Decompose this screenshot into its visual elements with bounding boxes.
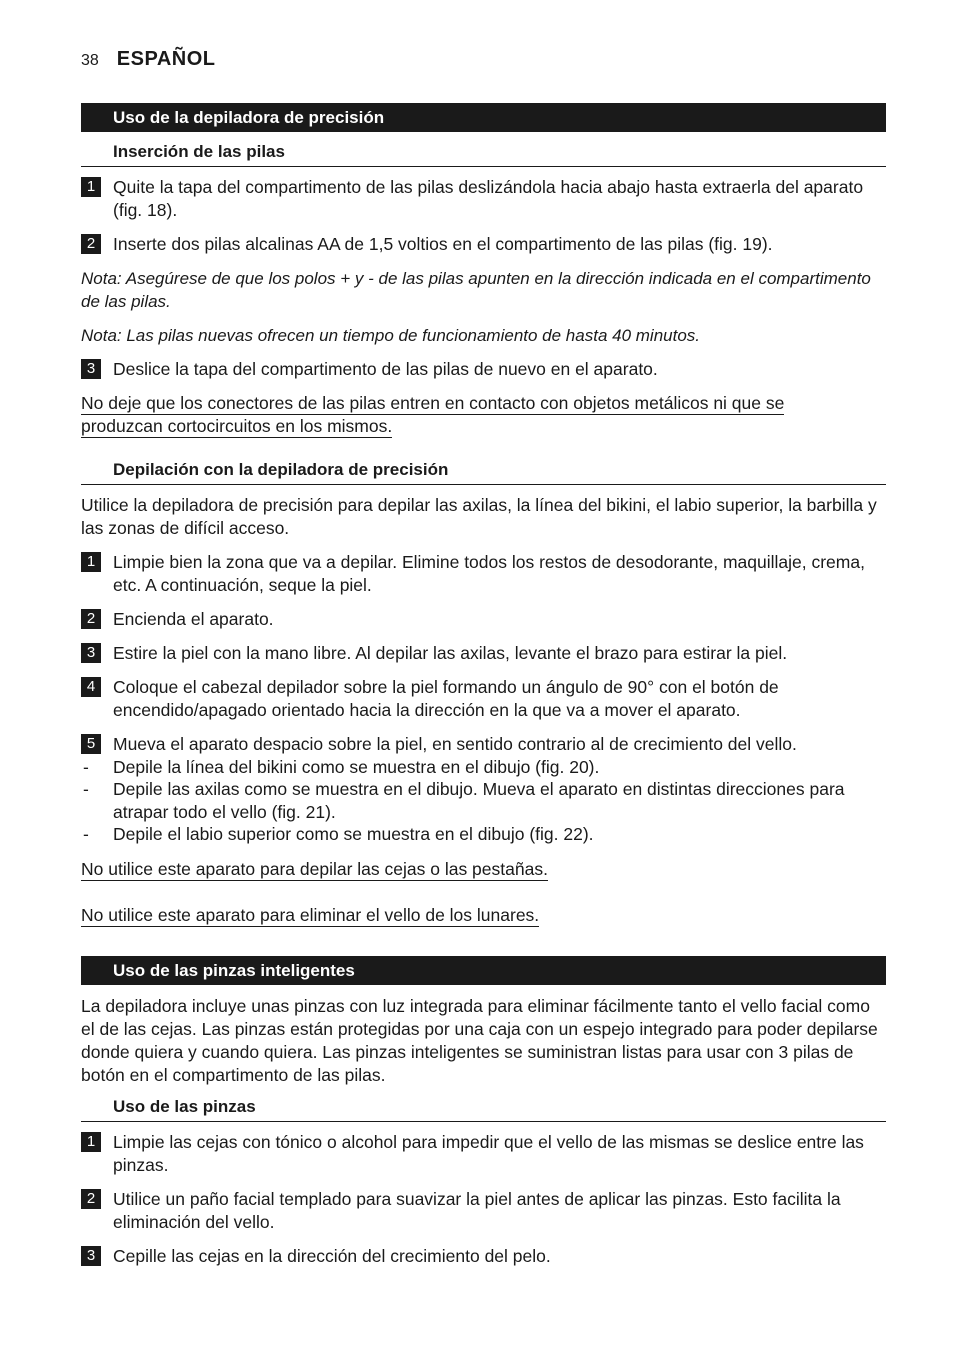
step-number: 1 bbox=[81, 1132, 101, 1152]
section-title-smart-tweezers: Uso de las pinzas inteligentes bbox=[81, 956, 886, 985]
step-text: Inserte dos pilas alcalinas AA de 1,5 voltios en el compartimento de las pilas (fig. 19). bbox=[113, 234, 773, 254]
step-item bbox=[81, 551, 886, 597]
step-number: 1 bbox=[81, 552, 101, 572]
note-battery-runtime: Nota: Las pilas nuevas ofrecen un tiempo de funcionamiento de hasta 40 minutos. bbox=[81, 326, 700, 345]
step-item bbox=[81, 608, 886, 631]
step-text: Deslice la tapa del compartimento de las pilas de nuevo en el aparato. bbox=[113, 359, 658, 379]
step-item bbox=[81, 1131, 886, 1177]
page-number: 38 bbox=[81, 52, 99, 69]
subsection-title-battery-insertion: Inserción de las pilas bbox=[81, 141, 886, 167]
step-number: 2 bbox=[81, 234, 101, 254]
step-number: 1 bbox=[81, 177, 101, 197]
step-item bbox=[81, 176, 886, 222]
bullet-item: - Depile el labio superior como se muestra en el dibujo (fig. 22). bbox=[83, 824, 594, 844]
note-battery-polarity: Nota: Asegúrese de que los polos + y - de las pilas apunten en la dirección indicada en el compartimento de las pilas. bbox=[81, 269, 871, 311]
subsection-title-using-tweezers: Uso de las pinzas bbox=[81, 1096, 886, 1122]
step-number: 3 bbox=[81, 643, 101, 663]
step-number: 2 bbox=[81, 609, 101, 629]
step-text: Utilice un paño facial templado para suavizar la piel antes de aplicar las pinzas. Esto facilita la eliminación del vello. bbox=[113, 1189, 841, 1232]
step-text: Cepille las cejas en la dirección del crecimiento del pelo. bbox=[113, 1246, 551, 1266]
page-header bbox=[81, 48, 216, 71]
step-text: Coloque el cabezal depilador sobre la piel formando un ángulo de 90° con el botón de encendido/apagado orientado hacia la dirección en la que va a mover el aparato. bbox=[113, 677, 779, 720]
step-item bbox=[81, 642, 886, 665]
step-number: 2 bbox=[81, 1189, 101, 1209]
subsection-title-precision-epilation: Depilación con la depiladora de precisión bbox=[81, 459, 886, 485]
language-title: ESPAÑOL bbox=[116, 48, 216, 70]
step-text: Quite la tapa del compartimento de las pilas deslizándola hacia abajo hasta extraerla del aparato (fig. 18). bbox=[113, 177, 864, 220]
step-item bbox=[81, 233, 886, 256]
step-item bbox=[81, 358, 886, 381]
section-title-precision-epilator: Uso de la depiladora de precisión bbox=[81, 103, 886, 132]
step-text: Encienda el aparato. bbox=[113, 609, 274, 629]
warning-eyebrows: No utilice este aparato para depilar las cejas o las pestañas. bbox=[81, 859, 548, 879]
step-item bbox=[81, 1188, 886, 1234]
step-number: 4 bbox=[81, 677, 101, 697]
intro-paragraph: La depiladora incluye unas pinzas con luz integrada para eliminar fácilmente tanto el vello facial como el de las cejas. Las pinzas están protegidas por una caja con un espejo integrado para poder depilarse donde quiera y cuando quiera. Las pinzas inteligentes se suministran listas para usar con 3 pilas de botón en el compartimento de las pilas. bbox=[81, 996, 878, 1085]
step-item bbox=[81, 676, 886, 722]
intro-paragraph: Utilice la depiladora de precisión para depilar las axilas, la línea del bikini, el labio superior, la barbilla y las zonas de difícil acceso. bbox=[81, 495, 877, 538]
step-number: 3 bbox=[81, 359, 101, 379]
step-text: Estire la piel con la mano libre. Al depilar las axilas, levante el brazo para estirar la piel. bbox=[113, 643, 788, 663]
step-text: Limpie bien la zona que va a depilar. Elimine todos los restos de desodorante, maquillaje, crema, etc. A continuación, seque la piel. bbox=[113, 552, 865, 595]
step-number: 5 bbox=[81, 734, 101, 754]
step-item bbox=[81, 733, 886, 756]
step-item bbox=[81, 1245, 886, 1268]
step-number: 3 bbox=[81, 1246, 101, 1266]
warning-moles: No utilice este aparato para eliminar el vello de los lunares. bbox=[81, 905, 540, 925]
step-text: Mueva el aparato despacio sobre la piel, en sentido contrario al de crecimiento del vello. bbox=[113, 734, 797, 754]
warning-battery-connectors: No deje que los conectores de las pilas entren en contacto con objetos metálicos ni que se produzcan cortocircuitos en los mismos. bbox=[81, 393, 785, 436]
bullet-item: - Depile las axilas como se muestra en el dibujo. Mueva el aparato en distintas direcciones para atrapar todo el vello (fig. 21). bbox=[83, 779, 845, 822]
bullet-item: - Depile la línea del bikini como se muestra en el dibujo (fig. 20). bbox=[83, 757, 600, 777]
step-text: Limpie las cejas con tónico o alcohol para impedir que el vello de las mismas se deslice entre las pinzas. bbox=[113, 1132, 864, 1175]
